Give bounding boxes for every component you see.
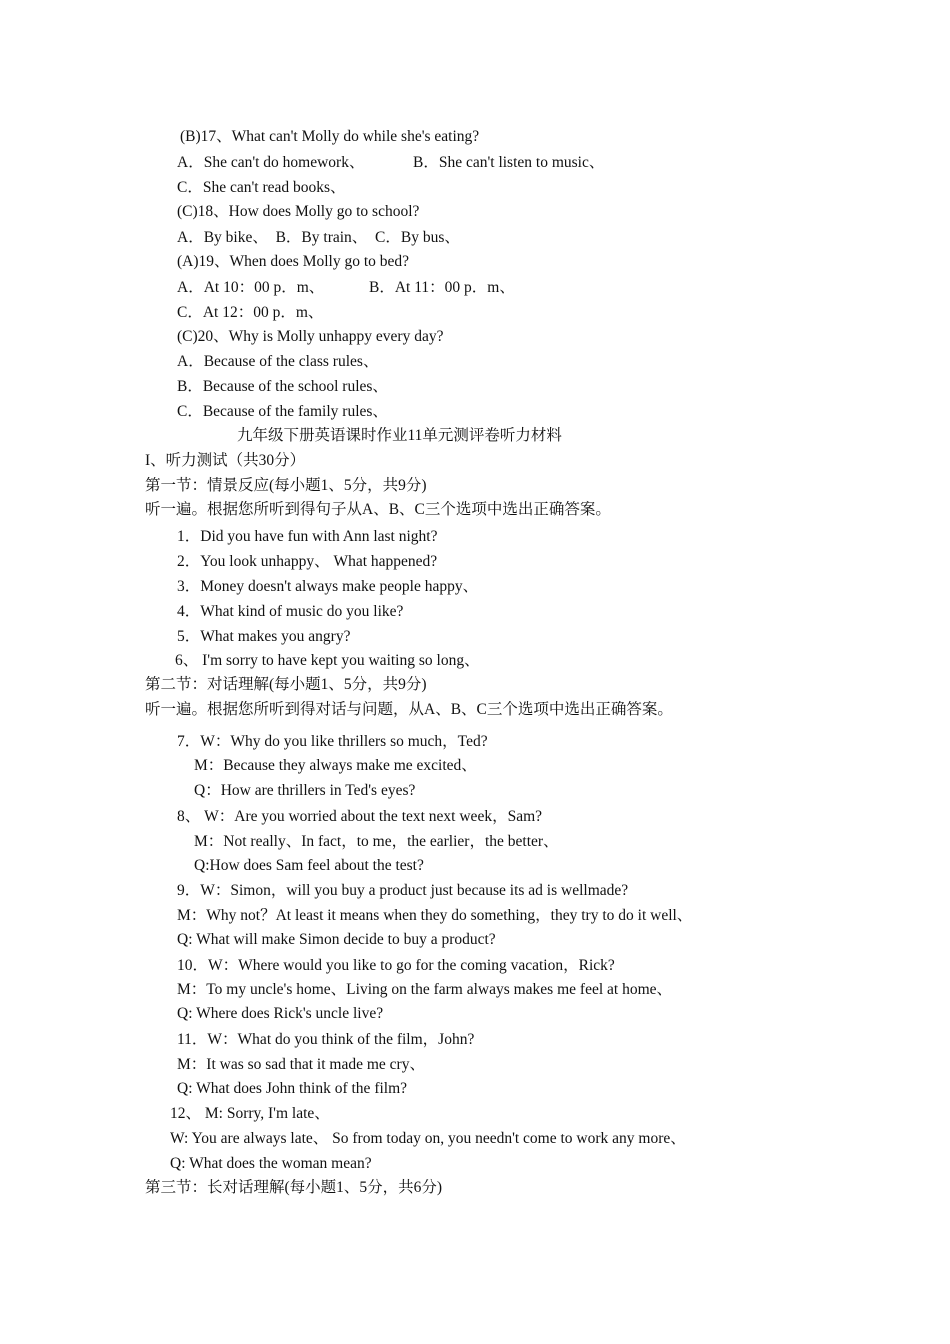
option-a: A．She can't do homework、 — [177, 154, 365, 171]
list-item: 6、 I'm sorry to have kept you waiting so long、 — [175, 652, 480, 669]
section-instruction: 听一遍。根据您所听到得句子从A、B、C三个选项中选出正确答案。 — [145, 501, 611, 518]
question-text: (A)19、When does Molly go to bed? — [177, 253, 410, 270]
option-b: B．Because of the school rules、 — [177, 378, 388, 395]
dialogue-line: 11．W：What do you think of the film，John? — [177, 1031, 475, 1048]
section-instruction: 听一遍。根据您所听到得对话与问题，从A、B、C三个选项中选出正确答案。 — [145, 701, 673, 718]
option-c: C．She can't read books、 — [177, 179, 346, 196]
option-b: B．At 11：00 p．m、 — [369, 279, 515, 296]
list-item: 5．What makes you angry? — [177, 628, 351, 645]
dialogue-line: 8、 W：Are you worried about the text next week，Sam? — [177, 808, 543, 825]
dialogue-line: 9．W：Simon，will you buy a product just because its ad is wellmade? — [177, 882, 629, 899]
question-text: (C)18、How does Molly go to school? — [177, 203, 420, 220]
dialogue-line: M：Because they always make me excited、 — [194, 757, 477, 774]
dialogue-line: M：Not really、In fact，to me，the earlier，the better、 — [194, 833, 559, 850]
section-heading: 第二节：对话理解(每小题1、5分，共9分) — [145, 676, 427, 693]
list-item: 2．You look unhappy、 What happened? — [177, 553, 438, 570]
option-c: C．At 12：00 p．m、 — [177, 304, 324, 321]
options-line: A．By bike、 B．By train、 C．By bus、 — [177, 229, 460, 246]
dialogue-line: M：To my uncle's home、Living on the farm always makes me feel at home、 — [177, 981, 673, 998]
dialogue-question: Q: What will make Simon decide to buy a product? — [177, 931, 496, 948]
script-title: 九年级下册英语课时作业11单元测评卷听力材料 — [237, 427, 562, 444]
dialogue-line: 12、 M: Sorry, I'm late、 — [170, 1105, 330, 1122]
part-heading: I、听力测试（共30分） — [145, 452, 306, 469]
option-a: A．At 10：00 p．m、 — [177, 279, 325, 296]
dialogue-line: M：It was so sad that it made me cry、 — [177, 1056, 425, 1073]
option-b: B．She can't listen to music、 — [413, 154, 605, 171]
option-c: C．Because of the family rules、 — [177, 403, 388, 420]
dialogue-line: M：Why not？At least it means when they do something，they try to do it well、 — [177, 907, 693, 924]
question-text: (B)17、What can't Molly do while she's eating? — [180, 128, 480, 145]
list-item: 4．What kind of music do you like? — [177, 603, 404, 620]
dialogue-line: 7．W：Why do you like thrillers so much，Ted? — [177, 733, 488, 750]
dialogue-question: Q：How are thrillers in Ted's eyes? — [194, 782, 416, 799]
section-heading: 第一节：情景反应(每小题1、5分，共9分) — [145, 477, 427, 494]
dialogue-question: Q: What does John think of the film? — [177, 1080, 408, 1097]
list-item: 3．Money doesn't always make people happy、 — [177, 578, 479, 595]
option-a: A．Because of the class rules、 — [177, 353, 379, 370]
dialogue-question: Q: Where does Rick's uncle live? — [177, 1005, 384, 1022]
dialogue-line: 10．W：Where would you like to go for the coming vacation，Rick? — [177, 957, 615, 974]
dialogue-question: Q: What does the woman mean? — [170, 1155, 372, 1172]
section-3-heading: 第三节：长对话理解(每小题1、5分，共6分) — [145, 1179, 443, 1196]
dialogue-line: W: You are always late、 So from today on, you needn't come to work any more、 — [170, 1130, 686, 1147]
question-text: (C)20、Why is Molly unhappy every day? — [177, 328, 444, 345]
dialogue-question: Q:How does Sam feel about the test? — [194, 857, 424, 874]
list-item: 1．Did you have fun with Ann last night? — [177, 528, 438, 545]
